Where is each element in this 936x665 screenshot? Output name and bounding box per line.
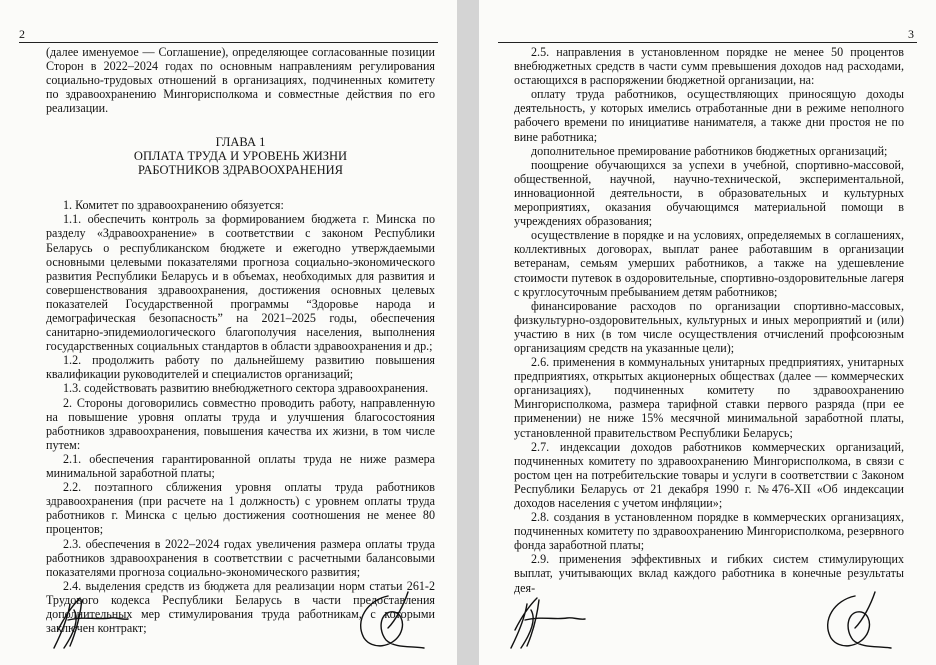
paragraph: 2.2. поэтапного сближения уровня оплаты труда работников здравоохранения (при расчете на 1 должность) с уровнем оплаты труда работников г. Минска с целью достижения соотношения не менее 80 процентов; (46, 480, 435, 537)
paragraph: 1. Комитет по здравоохранению обязуется: (63, 198, 284, 213)
signature-right-1 (507, 590, 587, 654)
chapter-heading (46, 136, 435, 177)
page-number: 2 (19, 27, 25, 41)
signature-left-1 (50, 590, 130, 654)
right-page-text (514, 45, 904, 595)
paragraph: поощрение обучающихся за успехи в учебной, спортивно-массовой, общественной, научной, научно-технической, экспериментальной, инновационной деятельности, в образовательных и культурных мероприятиях, оказания обучающимся материальной помощи в учреждениях образования; (514, 157, 904, 229)
paragraph: 2.7. индексации доходов работников коммерческих организаций, подчиненных комитету по здравоохранению Мингорисполкома, в связи с ростом цен на потребительские товары и услуги в соответствии с Законом Республики Беларусь от 21 декабря 1990 г. №476-XII «Об индексации доходов населения с учетом инфляции»; (514, 439, 904, 510)
paragraph: осуществление в порядке и на условиях, определяемых в соглашениях, коллективных договорах, выплат ранее работавшим в организации ветеранам, семьям умерших работников, а также на удешевление стоимости путевок в оздоровительные, спортивно-оздоровительные лагеря с круглосуточным пребыванием детям работников; (514, 228, 904, 299)
signature-right-2 (815, 590, 895, 654)
paragraph: 1.3. содействовать развитию внебюджетного сектора здравоохранения. (63, 381, 429, 396)
chapter-title-line-2: РАБОТНИКОВ ЗДРАВООХРАНЕНИЯ (138, 162, 343, 177)
intro-paragraph: (далее именуемое — Соглашение), определяющее согласованные позиции Сторон в 2022–2024 годах по основным направлениям регулирования социально-трудовых отношений в организациях, подчиненных комитету по здравоохранению Мингорисполкома и совместные действия по его реализации. (46, 45, 435, 116)
paragraph: 2.9. применения эффективных и гибких систем стимулирующих выплат, учитывающих вклад каждого работника в конечные результаты дея- (514, 552, 904, 595)
header-rule (498, 42, 917, 43)
right-page (479, 0, 936, 665)
paragraph: оплату труда работников, осуществляющих приносящую доходы деятельность, у которых имелись отработанные дни в режиме неполного рабочего времени по инициативе нанимателя, а также дни простоя не по вине работника; (514, 87, 904, 144)
paragraph: 2.5. направления в установленном порядке не менее 50 процентов внебюджетных средств в части сумм превышения доходов над расходами, остающихся в распоряжении бюджетной организации, на: (514, 45, 904, 88)
paragraph: дополнительное премирование работников бюджетных организаций; (531, 143, 888, 158)
paragraph: финансирование расходов по организации спортивно-массовых, физкультурно-оздоровительных, культурных и иных мероприятий и (или) участию в них (в том числе осуществления отчислений профсоюзным организациям средств на указанные цели); (514, 298, 904, 355)
paragraph: 1.1. обеспечить контроль за формированием бюджета г. Минска по разделу «Здравоохранение» в соответствии с законом Республики Беларусь о республиканском бюджете и ежегодно утверждаемыми основными целевыми показателями прогноза социально-экономического развития Республики Беларусь и в объемах, необходимых для развития и совершенствования здравоохранения, достижения основных целевых показателей Государственной программы “Здоровье народа и демографическая безопасность” на 2021–2025 годы, обеспечения санитарно-эпидемиологического благополучия населения, выполнения государственных социальных стандартов в области здравоохранения и др.; (46, 212, 435, 354)
signature-left-2 (348, 590, 428, 654)
paragraph: 2.8. создания в установленном порядке в коммерческих организациях, подчиненных комитету по здравоохранению Мингорисполкома, резервного фонда заработной платы; (514, 510, 904, 553)
chapter-title-line-1: ОПЛАТА ТРУДА И УРОВЕНЬ ЖИЗНИ (133, 149, 348, 164)
left-page (0, 0, 457, 665)
paragraph: 2.3. обеспечения в 2022–2024 годах увеличения размера оплаты труда работников здравоохранения в соответствии с расчетными балансовыми показателями прогноза социально-экономического развития; (46, 536, 435, 579)
page-number: 3 (908, 27, 914, 41)
paragraph: 2. Стороны договорились совместно проводить работу, направленную на повышение уровня оплаты труда и улучшения благосостояния работников здравоохранения, повышения качества их жизни, в том числе путем: (46, 395, 435, 452)
header-rule (19, 42, 438, 43)
paragraph: 1.2. продолжить работу по дальнейшему развитию повышения квалификации руководителей и специалистов организаций; (46, 353, 435, 382)
paragraph: 2.1. обеспечения гарантированной оплаты труда не ниже размера минимальной заработной платы; (46, 451, 435, 481)
paragraph: 2.4. выделения средств из бюджета для реализации норм статьи 261-2 Трудового кодекса Республики Беларусь в части предоставления дополнительных мер стимулирования труда работникам, с которыми заключен контракт; (46, 578, 435, 636)
left-page-text (46, 45, 435, 635)
chapter-number: ГЛАВА 1 (215, 135, 266, 150)
paragraph: 2.6. применения в коммунальных унитарных предприятиях, унитарных предприятиях, открытых акционерных обществах (далее — коммерческих организациях), подчиненных комитету по здравоохранению Мингорисполкома, размера тарифной ставки первого разряда (при ее применении) не ниже 15% месячной минимальной заработной платы, установленной правительством Республики Беларусь; (514, 355, 904, 440)
